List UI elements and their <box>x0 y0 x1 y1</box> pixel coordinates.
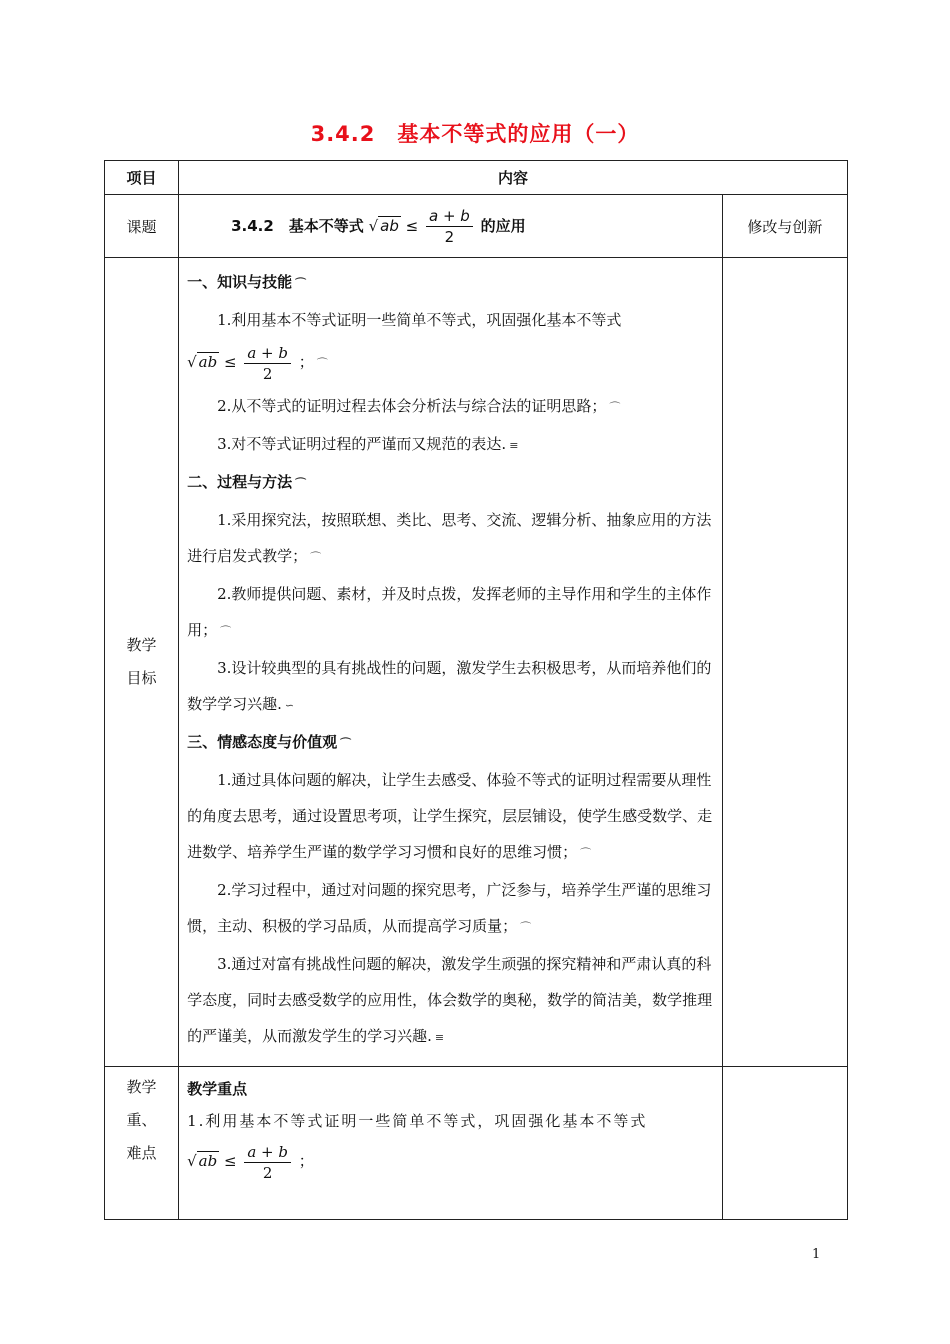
formula-line: √ ab ≤ $\frac{a + b}{2}$ ； ⌒ <box>187 343 328 383</box>
fraction: $\frac{a + b}{2}$ <box>426 206 473 247</box>
list-item: 3.设计较典型的具有挑战性的问题，激发学生去积极思考，从而培养他们的数学学习兴趣. ∽ <box>187 659 712 713</box>
topic-suffix: 的应用 <box>480 216 526 235</box>
list-item: 3.通过对富有挑战性问题的解决，激发学生顽强的探究精神和严肃认真的科学态度，同时去感受数学的应用性，体会数学的奥秘，数学的简洁美，数学推理的严谨美，从而激发学生的学习兴趣. ≡ <box>187 955 713 1045</box>
keypoints-row <box>105 1067 848 1220</box>
lesson-plan-table <box>104 160 848 1220</box>
objectives-content <box>179 258 723 1067</box>
section-title: 一、知识与技能 ⌒ <box>187 273 307 291</box>
topic-prefix: 3.4.2 基本不等式 <box>231 216 364 235</box>
keypoints-notes <box>722 1067 847 1220</box>
revision-label: 修改与创新 <box>722 195 847 258</box>
list-item: 1.利用基本不等式证明一些简单不等式，巩固强化基本不等式 <box>187 1112 648 1130</box>
list-item: 3.对不等式证明过程的严谨而又规范的表达. ≡ <box>217 435 519 453</box>
objectives-label: 教学 目标 <box>105 258 179 1067</box>
objectives-notes <box>722 258 847 1067</box>
formula-line: √ ab ≤ $\frac{a + b}{2}$ ； <box>187 1142 314 1182</box>
list-item: 1.采用探究法，按照联想、类比、思考、交流、逻辑分析、抽象应用的方法进行启发式教学； ⌒ <box>187 511 712 565</box>
keypoints-content <box>179 1067 723 1220</box>
topic-label: 课题 <box>105 195 179 258</box>
keypoints-label: 教学 重、 难点 <box>105 1067 179 1220</box>
le-sign: ≤ <box>405 216 419 235</box>
document-title: 3.4.2 基本不等式的应用（一） <box>310 122 640 146</box>
list-item: 2.从不等式的证明过程去体会分析法与综合法的证明思路； ⌒ <box>217 397 621 415</box>
sqrt-formula: √ ab <box>368 216 399 235</box>
list-item: 1.利用基本不等式证明一些简单不等式，巩固强化基本不等式 <box>217 311 622 329</box>
header-row <box>105 161 848 195</box>
page-number: 1 <box>812 1247 821 1262</box>
section-title: 二、过程与方法 ⌒ <box>187 473 307 491</box>
list-item: 1.通过具体问题的解决，让学生去感受、体验不等式的证明过程需要从理性的角度去思考，通过设置思考项，让学生探究，层层铺设，使学生感受数学、走进数学、培养学生严谨的数学学习习惯和良好的思维习惯； ⌒ <box>187 771 713 861</box>
list-item: 2.学习过程中，通过对问题的探究思考，广泛参与，培养学生严谨的思维习惯，主动、积极的学习品质，从而提高学习质量； ⌒ <box>187 881 712 935</box>
topic-row <box>105 195 848 258</box>
section-title: 三、情感态度与价值观 ⌒ <box>187 733 352 751</box>
objectives-row <box>105 258 848 1067</box>
keypoints-title: 教学重点 <box>187 1080 248 1098</box>
header-item: 项目 <box>105 161 179 195</box>
list-item: 2.教师提供问题、素材，并及时点拨，发挥老师的主导作用和学生的主体作用； ⌒ <box>187 585 712 639</box>
header-content: 内容 <box>179 161 848 195</box>
topic-cell <box>179 195 723 258</box>
